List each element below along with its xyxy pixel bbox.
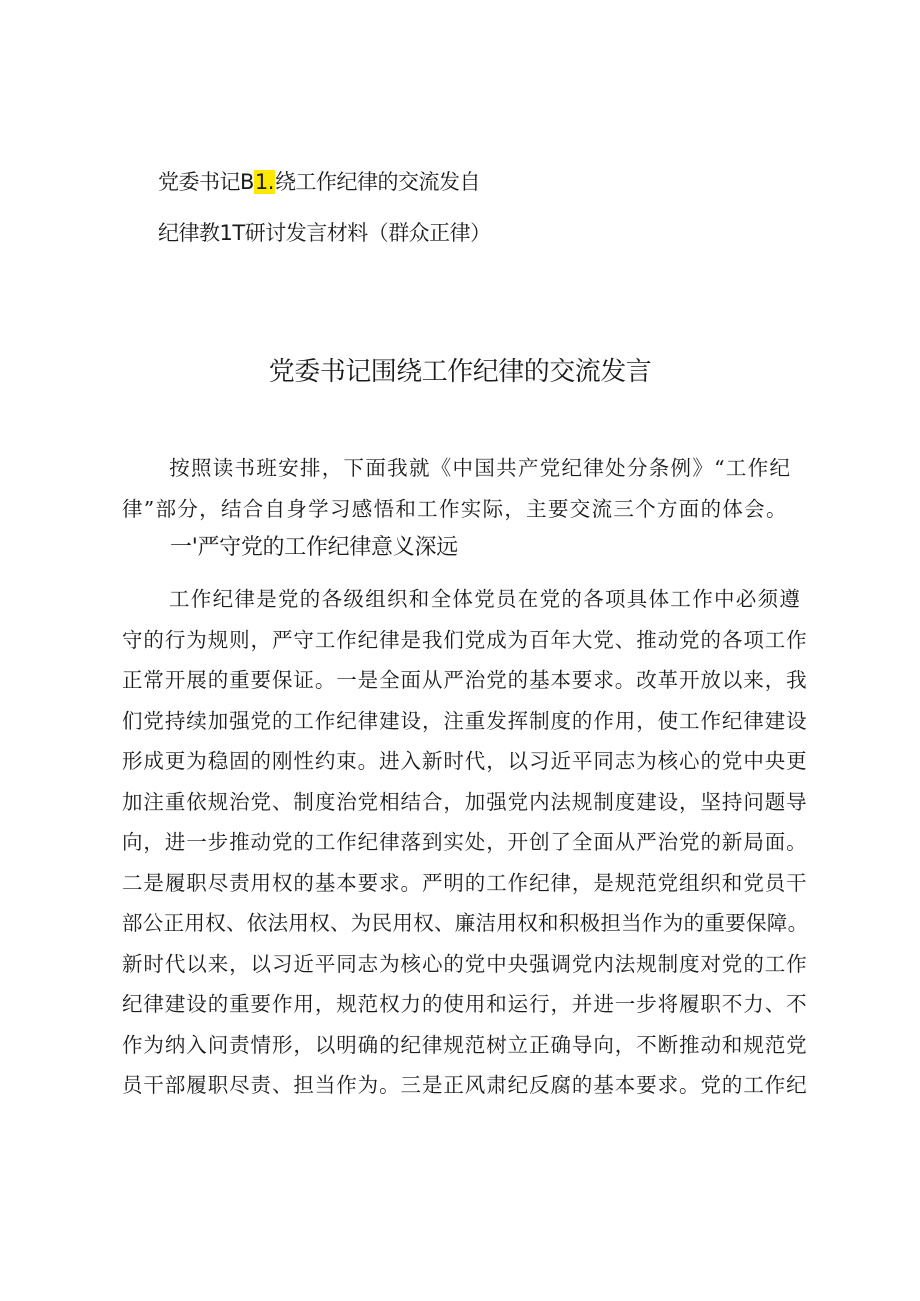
paragraph-line: 正常开展的重要保证。一是全面从严治党的基本要求。改革开放以来，我 [122, 668, 808, 692]
paragraph-line: 纪律建设的重要作用，规范权力的使用和运行，并进一步将履职不力、不 [122, 992, 808, 1016]
paragraph-line: 向，进一步推动党的工作纪律落到实处，开创了全面从严治党的新局面。 [122, 830, 808, 854]
highlighted-text: 1. [254, 170, 274, 194]
paragraph-line: 们党持续加强党的工作纪律建设，注重发挥制度的作用，使工作纪律建设 [122, 708, 808, 733]
paragraph-line: 作为纳入问责情形，以明确的纪律规范树立正确导向，不断推动和规范党 [122, 1032, 808, 1057]
document-title: 党委书记围绕工作纪律的交流发言 [268, 357, 652, 387]
section-1-paragraph [122, 579, 808, 1106]
paragraph-line: 守的行为规则，严守工作纪律是我们党成为百年大党、推动党的各项工作 [122, 627, 808, 652]
header-title-line-1-end: 绕工作纪律的交流发自 [274, 170, 480, 194]
paragraph-line: 加注重依规治党、制度治党相结合，加强党内法规制度建设，坚持问题导 [122, 789, 808, 814]
paragraph-line: 员干部履职尽责、担当作为。三是正风肃纪反腐的基本要求。党的工作纪 [122, 1073, 808, 1097]
header-title-line-1 [158, 166, 480, 196]
section-heading: 一'严守党的工作纪律意义深远 [170, 535, 458, 560]
intro-line: 律”部分，结合自身学习感悟和工作实际，主要交流三个方面的体会。 [122, 496, 788, 521]
header-title-line-1-start: 党委书记B [158, 170, 254, 194]
paragraph-line: 新时代以来，以习近平同志为核心的党中央强调党内法规制度对党的工作 [122, 951, 808, 976]
header-title-line-2: 纪律教1T研讨发言材料（群众正律） [158, 221, 491, 245]
intro-line: 按照读书班安排，下面我就《中国共产党纪律处分条例》“工作纪 [169, 456, 792, 480]
paragraph-line: 二是履职尽责用权的基本要求。严明的工作纪律，是规范党组织和党员干 [122, 870, 808, 895]
intro-paragraph [122, 448, 808, 529]
paragraph-line: 工作纪律是党的各级组织和全体党员在党的各项具体工作中必须遵 [169, 587, 802, 611]
paragraph-line: 形成更为稳固的刚性约束。进入新时代，以习近平同志为核心的党中央更 [122, 749, 808, 773]
paragraph-line: 部公正用权、依法用权、为民用权、廉洁用权和积极担当作为的重要保障。 [122, 911, 809, 935]
